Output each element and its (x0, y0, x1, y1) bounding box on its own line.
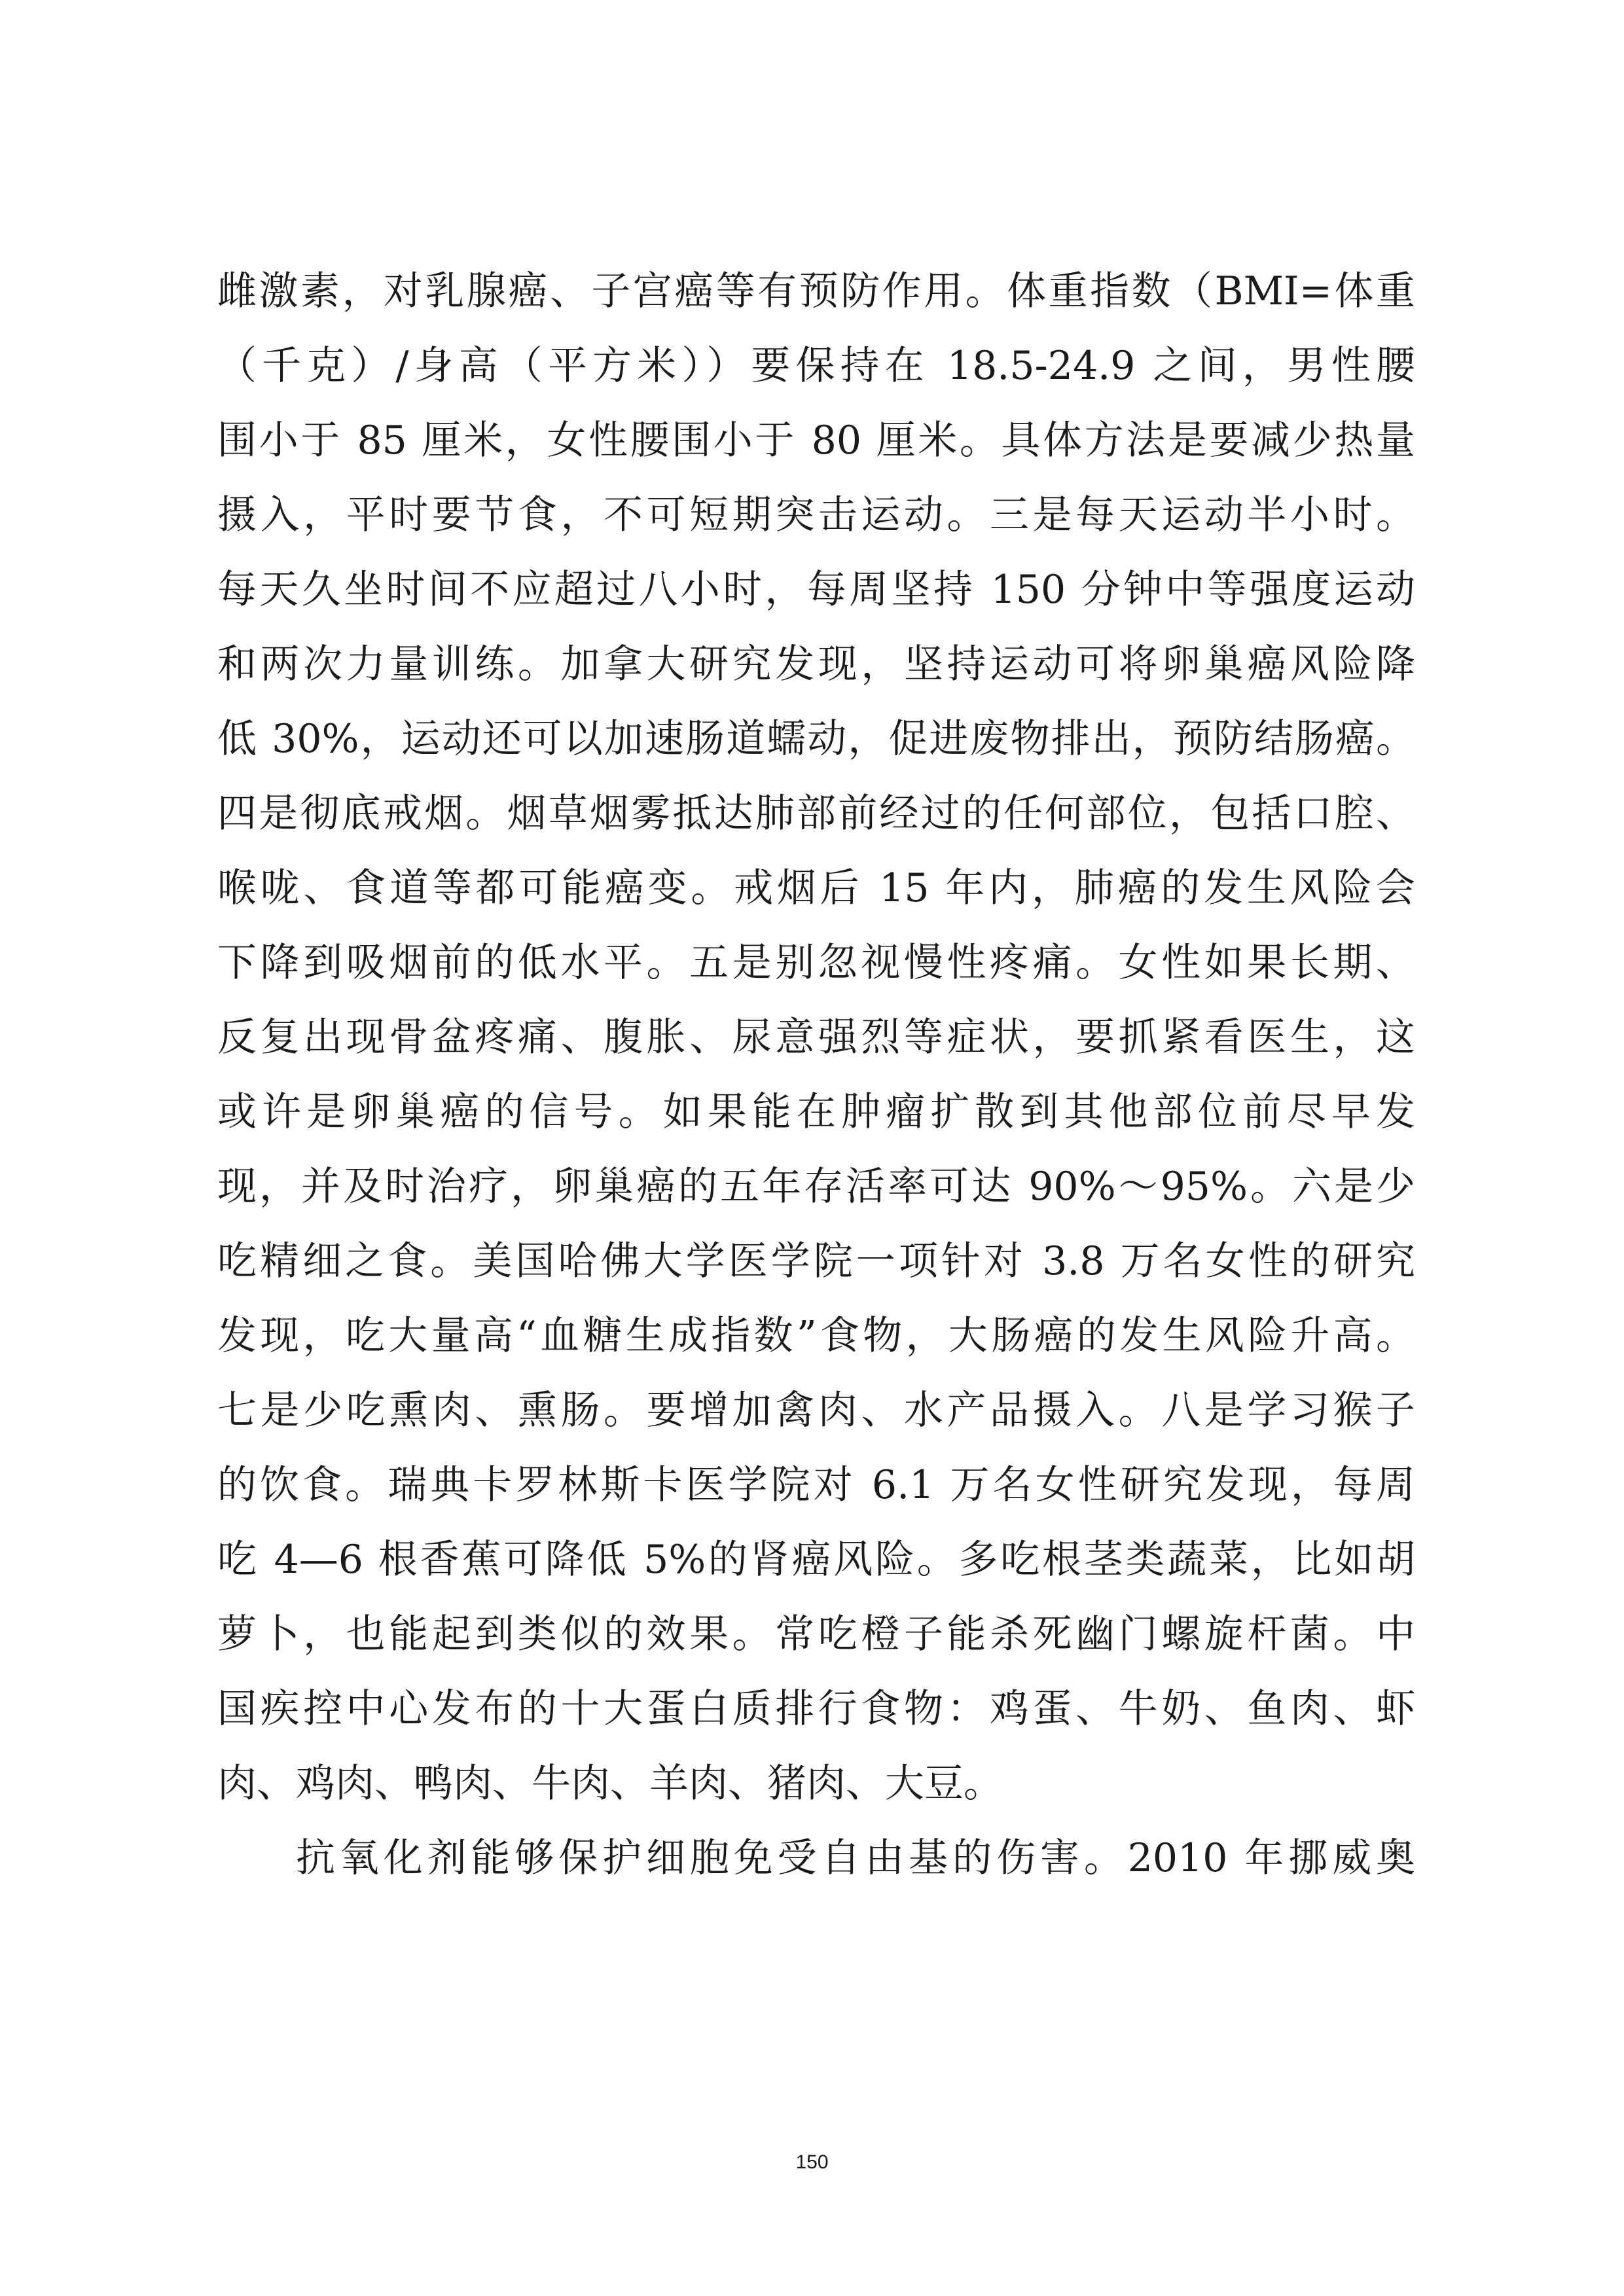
text-line: 摄入，平时要节食，不可短期突击运动。三是每天运动半小时。 (217, 492, 1415, 538)
page-number: 150 (795, 2151, 829, 2173)
text-line: 七是少吃熏肉、熏肠。要增加禽肉、水产品摄入。八是学习猴子 (217, 1388, 1415, 1433)
text-line: 和两次力量训练。加拿大研究发现，坚持运动可将卵巢癌风险降 (217, 641, 1415, 687)
text-line: 肉、鸡肉、鸭肉、牛肉、羊肉、猪肉、大豆。 (217, 1761, 1003, 1806)
text-line: 吃 4—6 根香蕉可降低 5%的肾癌风险。多吃根茎类蔬菜，比如胡 (217, 1537, 1415, 1583)
text-line: 现，并及时治疗，卵巢癌的五年存活率可达 90%～95%。六是少 (217, 1164, 1415, 1210)
text-line: 下降到吸烟前的低水平。五是别忽视慢性疼痛。女性如果长期、 (217, 940, 1415, 986)
text-line: 的饮食。瑞典卡罗林斯卡医学院对 6.1 万名女性研究发现，每周 (217, 1462, 1415, 1508)
text-line: 发现，吃大量高“血糖生成指数”食物，大肠癌的发生风险升高。 (217, 1313, 1415, 1359)
text-line: 雌激素，对乳腺癌、子宫癌等有预防作用。体重指数（BMI=体重 (217, 268, 1415, 314)
text-line: 反复出现骨盆疼痛、腹胀、尿意强烈等症状，要抓紧看医生，这 (217, 1014, 1415, 1060)
text-line: 吃精细之食。美国哈佛大学医学院一项针对 3.8 万名女性的研究 (217, 1238, 1415, 1284)
text-line: 萝卜，也能起到类似的效果。常吃橙子能杀死幽门螺旋杆菌。中 (217, 1611, 1415, 1657)
body-text (217, 254, 1415, 1895)
text-line: 国疾控中心发布的十大蛋白质排行食物：鸡蛋、牛奶、鱼肉、虾 (217, 1686, 1415, 1732)
text-line: 或许是卵巢癌的信号。如果能在肿瘤扩散到其他部位前尽早发 (217, 1089, 1415, 1135)
text-line: （千克）/身高（平方米））要保持在 18.5-24.9 之间，男性腰 (217, 343, 1415, 389)
text-line: 抗氧化剂能够保护细胞免受自由基的伤害。2010 年挪威奥 (296, 1835, 1415, 1881)
text-line: 低 30%，运动还可以加速肠道蠕动，促进废物排出，预防结肠癌。 (217, 716, 1415, 762)
text-line: 每天久坐时间不应超过八小时，每周坚持 150 分钟中等强度运动 (217, 567, 1415, 613)
text-line: 喉咙、食道等都可能癌变。戒烟后 15 年内，肺癌的发生风险会 (217, 865, 1415, 911)
text-line: 围小于 85 厘米，女性腰围小于 80 厘米。具体方法是要减少热量 (217, 418, 1415, 463)
text-line: 四是彻底戒烟。烟草烟雾抵达肺部前经过的任何部位，包括口腔、 (217, 791, 1415, 836)
